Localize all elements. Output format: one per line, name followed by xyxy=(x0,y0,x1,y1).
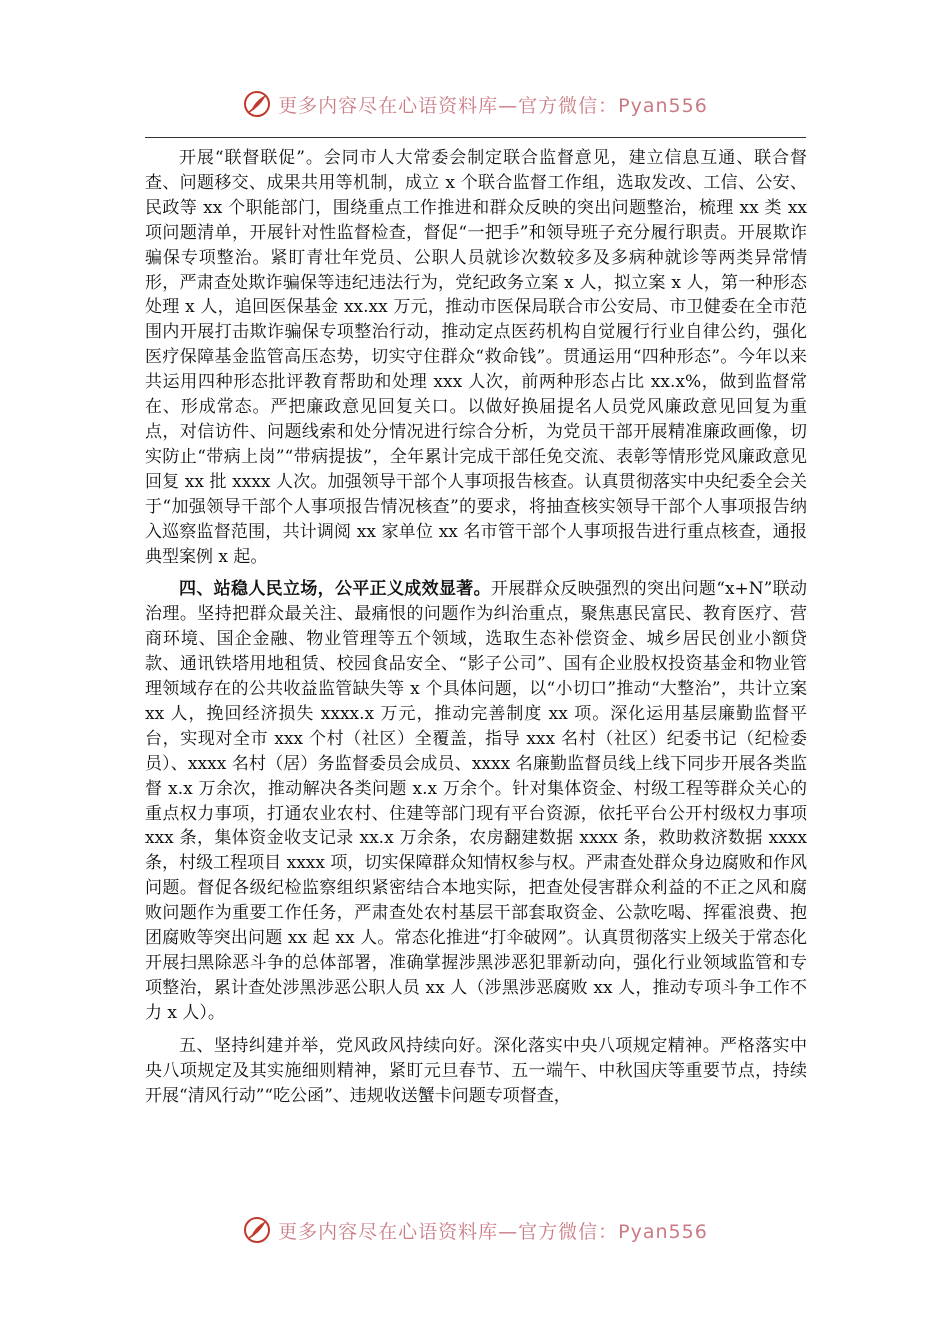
paragraph-2-body: 开展群众反映强烈的突出问题“x+N”联动治理。坚持把群众最关注、最痛恨的问题作为纠治重点，聚焦惠民富民、教育医疗、营商环境、国企金融、物业管理等五个领域，选取生态补偿资金、城乡居民创业小额贷款、通讯铁塔用地租赁、校园食品安全、“影子公司”、国有企业股权投资基金和物业管理领域存在的公共收益监管缺失等 x 个具体问题，以“小切口”推动“大整治”，共计立案 xx 人，挽回经济损失 xxxx.x 万元，推动完善制度 xx 项。深化运用基层廉勤监督平台，实现对全市 xxx 个村（社区）全覆盖，指导 xxx 名村（社区）纪委书记（纪检委员）、xxxx 名村（居）务监督委员会成员、xxxx 名廉勤监督员线上线下同步开展各类监督 x.x 万余次，推动解决各类问题 x.x 万余个。针对集体资金、村级工程等群众关心的重点权力事项，打通农业农村、住建等部门现有平台资源，依托平台公开村级权力事项 xxx 条，集体资金收支记录 xx.x 万余条，农房翻建数据 xxxx 条，救助救济数据 xxxx 条，村级工程项目 xxxx 项，切实保障群众知情权参与权。严肃查处群众身边腐败和作风问题。督促各级纪检监察组织紧密结合本地实际，把查处侵害群众利益的不正之风和腐败问题作为重要工作任务，严肃查处农村基层干部套取资金、公款吃喝、挥霍浪费、抱团腐败等突出问题 xx 起 xx 人。常态化推进“打伞破网”。认真贯彻落实上级关于常态化开展扫黑除恶斗争的总体部署，准确掌握涉黑涉恶犯罪新动向，强化行业领域监管和专项整治，累计查处涉黑涉恶公职人员 xx 人（涉黑涉恶腐败 xx 人，推动专项斗争工作不力 x 人）。 xyxy=(145,579,807,1023)
quill-logo-icon xyxy=(242,1215,272,1245)
paragraph-3: 五、坚持纠建并举，党风政风持续向好。深化落实中央八项规定精神。严格落实中央八项规定及其实施细则精神，紧盯元旦春节、五一端午、中秋国庆等重要节点，持续开展“清风行动”“吃公函”、违规收送蟹卡问题专项督查， xyxy=(145,1035,807,1106)
quill-logo-icon xyxy=(242,89,272,119)
paragraph-1: 开展“联督联促”。会同市人大常委会制定联合监督意见，建立信息互通、联合督查、问题移交、成果共用等机制，成立 x 个联合监督工作组，选取发改、工信、公安、民政等 xx 个职能部门，围绕重点工作推进和群众反映的突出问题整治，梳理 xx 类 xx 项问题清单，开展针对性监督检查，督促“一把手”和领导班子充分履行职责。开展欺诈骗保专项整治。紧盯青壮年党员、公职人员就诊次数较多及多病种就诊等两类异常情形，严肃查处欺诈骗保等违纪违法行为，党纪政务立案 x 人，拟立案 x 人，第一种形态处理 x 人，追回医保基金 xx.xx 万元，推动市医保局联合市公安局、市卫健委在全市范围内开展打击欺诈骗保专项整治行动，推动定点医药机构自觉履行行业自律公约，强化医疗保障基金监管高压态势，切实守住群众“救命钱”。贯通运用“四种形态”。今年以来共运用四种形态批评教育帮助和处理 xxx 人次，前两种形态占比 xx.x%，做到监督常在、形成常态。严把廉政意见回复关口。以做好换届提名人员党风廉政意见回复为重点，对信访件、问题线索和处分情况进行综合分析，为党员干部开展精准廉政画像，切实防止“带病上岗”“带病提拔”，全年累计完成干部任免交流、表彰等情形党风廉政意见回复 xx 批 xxxx 人次。加强领导干部个人事项报告核查。认真贯彻落实中央纪委全会关于“加强领导干部个人事项报告情况核查”的要求，将抽查核实领导干部个人事项报告纳入巡察监督范围，共计调阅 xx 家单位 xx 名市管干部个人事项报告进行重点核查，通报典型案例 x 起。 xyxy=(145,148,807,567)
paragraph-2 xyxy=(145,577,807,1025)
header-banner xyxy=(0,84,950,124)
header-divider xyxy=(145,137,806,138)
footer-banner xyxy=(0,1210,950,1250)
section-heading-4: 四、站稳人民立场，公平正义成效显著。 xyxy=(179,579,491,600)
footer-banner-text: 更多内容尽在心语资料库—官方微信：Pyan556 xyxy=(278,1220,708,1243)
document-body xyxy=(145,146,807,1116)
header-banner-text: 更多内容尽在心语资料库—官方微信：Pyan556 xyxy=(278,94,708,117)
